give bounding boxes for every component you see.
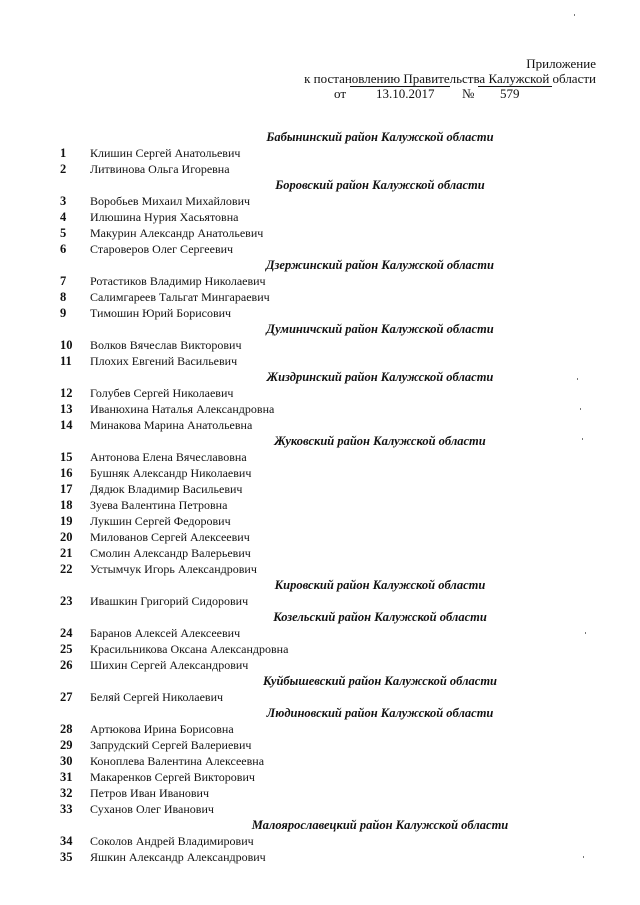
order-number: 579 bbox=[500, 86, 520, 101]
district-heading: Малоярославецкий район Калужской области bbox=[251, 818, 509, 832]
person-name: Иванюхина Наталья Александровна bbox=[90, 402, 275, 416]
person-name: Баранов Алексей Алексеевич bbox=[90, 626, 241, 640]
item-number: 3 bbox=[60, 194, 67, 208]
person-name: Дядюк Владимир Васильевич bbox=[90, 482, 243, 496]
order-line bbox=[256, 86, 596, 102]
item-number: 21 bbox=[60, 546, 73, 560]
item-number: 27 bbox=[60, 690, 73, 704]
item-number: 34 bbox=[60, 834, 73, 848]
person-name: Голубев Сергей Николаевич bbox=[90, 386, 234, 400]
person-name: Милованов Сергей Алексеевич bbox=[90, 530, 250, 544]
person-name: Артюкова Ирина Борисовна bbox=[90, 722, 234, 736]
person-name: Шихин Сергей Александрович bbox=[90, 658, 249, 672]
list-item bbox=[60, 145, 580, 161]
person-name: Устымчук Игорь Александрович bbox=[90, 562, 257, 576]
item-number: 4 bbox=[60, 210, 67, 224]
district-heading: Дзержинский район Калужской области bbox=[266, 258, 494, 272]
item-number: 35 bbox=[60, 850, 73, 864]
person-name: Макурин Александр Анатольевич bbox=[90, 226, 264, 240]
list-item bbox=[60, 785, 580, 801]
person-name: Плохих Евгений Васильевич bbox=[90, 354, 238, 368]
person-name: Антонова Елена Вячеславовна bbox=[90, 450, 247, 464]
person-name: Красильникова Оксана Александровна bbox=[90, 642, 289, 656]
scan-speck bbox=[585, 632, 586, 634]
list-item bbox=[60, 225, 580, 241]
item-number: 12 bbox=[60, 386, 73, 400]
list-item bbox=[60, 417, 580, 433]
document-header bbox=[256, 56, 596, 102]
item-number: 14 bbox=[60, 418, 73, 432]
person-name: Суханов Олег Иванович bbox=[90, 802, 214, 816]
district-heading: Кировский район Калужской области bbox=[274, 578, 486, 592]
item-number: 33 bbox=[60, 802, 73, 816]
person-name: Тимошин Юрий Борисович bbox=[90, 306, 232, 320]
person-name: Макаренков Сергей Викторович bbox=[90, 770, 255, 784]
item-number: 19 bbox=[60, 514, 73, 528]
list-item bbox=[60, 545, 580, 561]
item-number: 24 bbox=[60, 626, 73, 640]
list-item bbox=[60, 641, 580, 657]
item-number: 25 bbox=[60, 642, 73, 656]
district-heading: Людиновский район Калужской области bbox=[266, 706, 494, 720]
list-item bbox=[60, 593, 580, 609]
item-number: 22 bbox=[60, 562, 73, 576]
district-heading: Бабынинский район Калужской области bbox=[266, 130, 494, 144]
item-number: 20 bbox=[60, 530, 73, 544]
district-heading: Жуковский район Калужской области bbox=[274, 434, 486, 448]
list-item bbox=[60, 497, 580, 513]
list-item bbox=[60, 657, 580, 673]
item-number: 5 bbox=[60, 226, 67, 240]
list-item bbox=[60, 289, 580, 305]
item-number: 1 bbox=[60, 146, 67, 160]
header-subtitle: к постановлению Правительства Калужской области bbox=[304, 71, 596, 86]
person-name: Волков Вячеслав Викторович bbox=[90, 338, 242, 352]
list-item bbox=[60, 241, 580, 257]
person-name: Яшкин Александр Александрович bbox=[90, 850, 266, 864]
list-item bbox=[60, 689, 580, 705]
person-name: Клишин Сергей Анатольевич bbox=[90, 146, 241, 160]
list-item bbox=[60, 737, 580, 753]
item-number: 2 bbox=[60, 162, 67, 176]
scan-speck bbox=[580, 408, 581, 410]
list-item bbox=[60, 625, 580, 641]
list-item bbox=[60, 801, 580, 817]
person-name: Смолин Александр Валерьевич bbox=[90, 546, 251, 560]
item-number: 23 bbox=[60, 594, 73, 608]
list-item bbox=[60, 513, 580, 529]
item-number: 17 bbox=[60, 482, 73, 496]
person-name: Воробьев Михаил Михайлович bbox=[90, 194, 251, 208]
list-item bbox=[60, 753, 580, 769]
list-item bbox=[60, 561, 580, 577]
item-number: 9 bbox=[60, 306, 67, 320]
list-item bbox=[60, 401, 580, 417]
person-name: Салимгареев Тальгат Мингараевич bbox=[90, 290, 270, 304]
item-number: 29 bbox=[60, 738, 73, 752]
item-number: 18 bbox=[60, 498, 73, 512]
scan-speck bbox=[582, 438, 583, 440]
list-item bbox=[60, 449, 580, 465]
scan-speck bbox=[574, 14, 575, 16]
item-number: 11 bbox=[60, 354, 72, 368]
district-heading: Козельский район Калужской области bbox=[273, 610, 487, 624]
person-name: Зуева Валентина Петровна bbox=[90, 498, 228, 512]
item-number: 10 bbox=[60, 338, 73, 352]
person-name: Минакова Марина Анатольевна bbox=[90, 418, 253, 432]
person-name: Староверов Олег Сергеевич bbox=[90, 242, 234, 256]
list-item bbox=[60, 465, 580, 481]
district-heading: Думиничский район Калужской области bbox=[266, 322, 494, 336]
person-name: Илюшина Нурия Хасьятовна bbox=[90, 210, 239, 224]
list-item bbox=[60, 193, 580, 209]
date-prefix: от bbox=[334, 86, 347, 101]
list-item bbox=[60, 481, 580, 497]
person-name: Бушняк Александр Николаевич bbox=[90, 466, 252, 480]
number-prefix: № bbox=[462, 86, 475, 101]
list-item bbox=[60, 273, 580, 289]
item-number: 16 bbox=[60, 466, 73, 480]
list-item bbox=[60, 161, 580, 177]
item-number: 26 bbox=[60, 658, 73, 672]
scan-speck bbox=[577, 378, 578, 380]
list-item bbox=[60, 721, 580, 737]
header-title: Приложение bbox=[526, 56, 596, 71]
item-number: 28 bbox=[60, 722, 73, 736]
list-item bbox=[60, 337, 580, 353]
list-item bbox=[60, 385, 580, 401]
list-item bbox=[60, 529, 580, 545]
item-number: 8 bbox=[60, 290, 67, 304]
item-number: 32 bbox=[60, 786, 73, 800]
item-number: 6 bbox=[60, 242, 67, 256]
person-name: Соколов Андрей Владимирович bbox=[90, 834, 254, 848]
list-item bbox=[60, 769, 580, 785]
person-name: Ивашкин Григорий Сидорович bbox=[90, 594, 249, 608]
list-item bbox=[60, 849, 580, 865]
person-name: Коноплева Валентина Алексеевна bbox=[90, 754, 265, 768]
item-number: 30 bbox=[60, 754, 73, 768]
item-number: 31 bbox=[60, 770, 73, 784]
list-item bbox=[60, 305, 580, 321]
person-name: Запрудский Сергей Валериевич bbox=[90, 738, 252, 752]
order-date: 13.10.2017 bbox=[376, 86, 435, 101]
district-heading: Боровский район Калужской области bbox=[275, 178, 485, 192]
person-name: Ротастиков Владимир Николаевич bbox=[90, 274, 266, 288]
district-heading: Жиздринский район Калужской области bbox=[266, 370, 494, 384]
person-name: Беляй Сергей Николаевич bbox=[90, 690, 224, 704]
item-number: 15 bbox=[60, 450, 73, 464]
district-heading: Куйбышевский район Калужской области bbox=[262, 674, 497, 688]
person-name: Литвинова Ольга Игоревна bbox=[90, 162, 230, 176]
district-list bbox=[60, 129, 580, 865]
list-item bbox=[60, 833, 580, 849]
list-item bbox=[60, 353, 580, 369]
scan-speck bbox=[583, 856, 584, 858]
list-item bbox=[60, 209, 580, 225]
person-name: Лукшин Сергей Федорович bbox=[90, 514, 231, 528]
item-number: 7 bbox=[60, 274, 67, 288]
item-number: 13 bbox=[60, 402, 73, 416]
person-name: Петров Иван Иванович bbox=[90, 786, 210, 800]
